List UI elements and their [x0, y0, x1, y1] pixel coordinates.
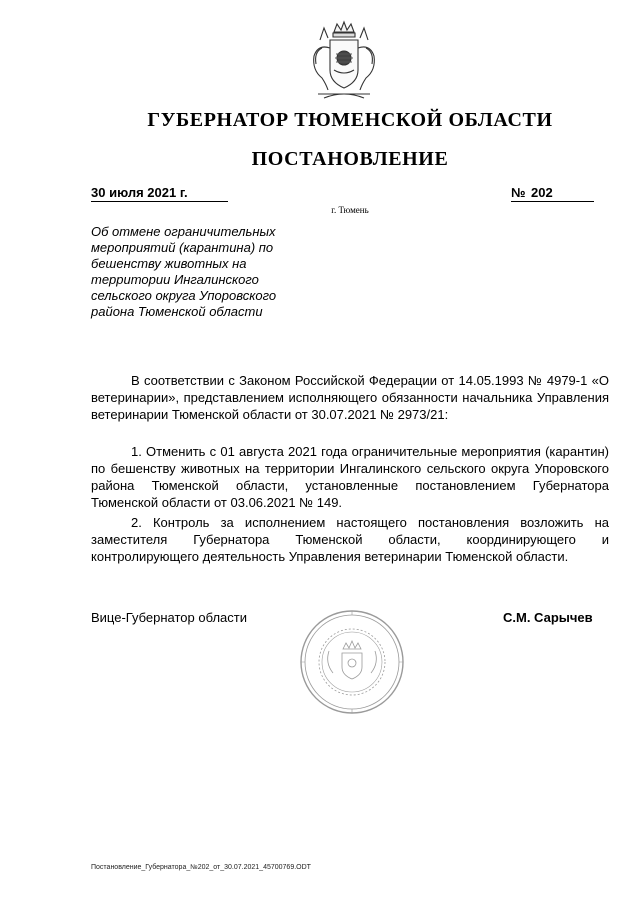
- document-subject: [91, 224, 306, 320]
- number-underline: [511, 201, 594, 202]
- subject-line: территории Ингалинского: [91, 272, 259, 287]
- document-number: 202: [531, 185, 553, 200]
- file-name-footer: Постановление_Губернатора_№202_от_30.07.2021_45700769.ODT: [91, 864, 311, 871]
- stamp-seal-icon: [299, 609, 405, 715]
- coat-of-arms-icon: [304, 18, 384, 102]
- preamble-paragraph: В соответствии с Законом Российской Федерации от 14.05.1993 № 4979-1 «О ветеринарии», представлением исполняющего обязанности начальника Управления ветеринарии Тюменской области от 30.07.2021 № 2973/21:: [91, 373, 609, 422]
- signer-position: Вице-Губернатор области: [91, 610, 247, 625]
- clause-2-paragraph: 2. Контроль за исполнением настоящего постановления возложить на заместителя Губернатора Тюменской области, координирующего и контролирующего деятельность Управления ветеринарии Тюменской области.: [91, 515, 609, 564]
- document-date: 30 июля 2021 г.: [91, 185, 188, 200]
- subject-line: бешенству животных на: [91, 256, 247, 271]
- document-type: ПОСТАНОВЛЕНИЕ: [251, 148, 449, 170]
- issue-city: г. Тюмень: [331, 205, 369, 215]
- clause-1-paragraph: 1. Отменить с 01 августа 2021 года ограничительные мероприятия (карантин) по бешенству животных на территории Ингалинского сельского округа Упоровского района Тюменской области, установленные постановлением Губернатора Тюменской области от 03.06.2021 № 149.: [91, 444, 609, 510]
- subject-line: района Тюменской области: [91, 304, 263, 319]
- signer-name: С.М. Сарычев: [503, 610, 593, 625]
- subject-line: мероприятий (карантина) по: [91, 240, 274, 255]
- subject-line: Об отмене ограничительных: [91, 224, 276, 239]
- number-sign: №: [511, 185, 526, 200]
- authority-title: ГУБЕРНАТОР ТЮМЕНСКОЙ ОБЛАСТИ: [147, 109, 553, 131]
- subject-line: сельского округа Упоровского: [91, 288, 277, 303]
- date-underline: [91, 201, 228, 202]
